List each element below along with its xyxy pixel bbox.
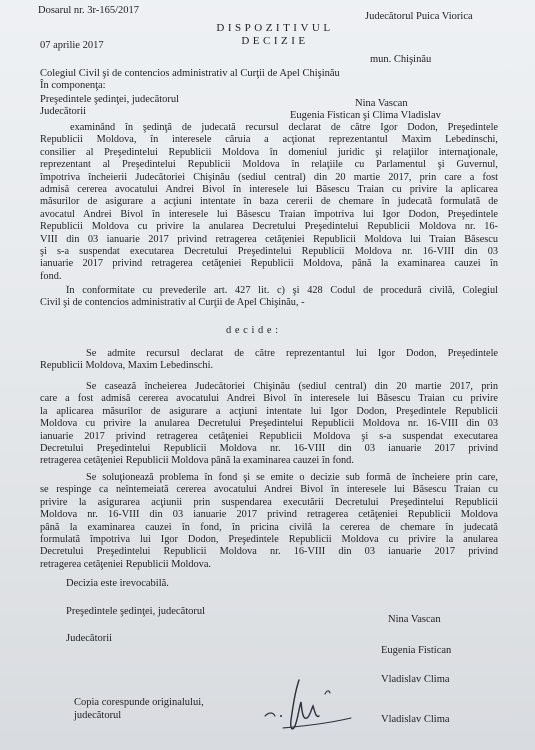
signature-judge1-name: Eugenia Fistican (381, 645, 452, 656)
decision-paragraph-3 (40, 472, 498, 571)
signature-president-name: Nina Vascan (388, 614, 441, 625)
text-line: măsurilor de asigurare a acţiuni intentate în baza cererii de chemare în judecată formulată de (40, 196, 498, 208)
decide-label: d e c i d e : (226, 325, 279, 336)
document-date: 07 aprilie 2017 (40, 40, 104, 51)
court-name: Colegiul Civil şi de contencios administrativ al Curţii de Apel Chişinău (40, 68, 340, 79)
president-role: Preşedintele şedinţei, judecătorul (40, 94, 180, 105)
signature-judges-label: Judecătorii (66, 633, 113, 644)
signature-president-label: Preşedintele şedinţei, judecătorul (66, 606, 206, 617)
text-line: care a fost admisă cererea avocatului Andrei Bivol în interesele lui Băsescu Traian cu privire (40, 393, 498, 405)
signature-judge2-name: Vladislav Clima (381, 674, 450, 685)
text-line: Republicii Moldova cu privire la anularea Decretului Preşedintelui Republicii Moldova nr. 16- (40, 221, 498, 233)
legal-basis-paragraph (40, 285, 498, 310)
copy-label-line2: judecătorul (74, 710, 122, 721)
document-subtitle: DECIZIE (241, 35, 309, 47)
judge-header: Judecătorul Puica Viorica (365, 11, 473, 22)
handwritten-signature-icon (255, 672, 365, 742)
copy-label-line1: Copia corespunde originalului, (74, 697, 204, 708)
text-line: se respinge ca neîntemeiată cererea avocatului Andrei Bivol în interesele lui Băsescu Traian cu (40, 484, 498, 496)
final-statement: Decizia este irevocabilă. (66, 578, 169, 589)
document-title: DISPOZITIVUL (216, 22, 334, 34)
composition-label: În componenţa: (40, 80, 106, 91)
text-line: retragerea cetăţeniei Republicii Moldova. (40, 558, 211, 570)
text-line: la aplicarea măsurilor de asigurare a acţiuni intentate lui Igor Dodon, Preşedintele Republicii (40, 405, 498, 417)
text-line: În conformitate cu prevederile art. 427 lit. c) şi 428 Codul de procedură civilă, Colegiul (66, 285, 498, 296)
text-line: privire la asigurarea acţiunii prin suspendarea executării Decretului Preşedintelui Republicii (40, 496, 498, 508)
text-line: Moldova nr. 16-VIII din 03 ianuarie 2017 privind retragerea cetăţeniei Republicii Moldova (40, 509, 498, 521)
text-line: admisă cererea avocatului Andrei Bivol în interesele lui Băsescu Traian cu privire la aplicarea (40, 184, 498, 196)
decision-paragraph-2 (40, 381, 498, 468)
text-line: împotriva încheierii Judecătoriei Chişinău (sediul central) din 20 martie 2017, prin care a fost (40, 171, 498, 183)
document-city: mun. Chişinău (370, 54, 432, 65)
copy-judge-name: Vladislav Clima (381, 714, 450, 725)
text-line: ianuarie 2017 privind retragerea cetăţeniei Republicii Moldova şi s-a suspendat executarea (40, 430, 498, 442)
text-line: Moldova cu privire la anularea Decretului Preşedintelui Republicii Moldova nr. 16-VIII din 03 (40, 418, 498, 430)
text-line: ianuarie 2017 privind retragerea cetăţeniei Republicii Moldova, până la examinarea cauzei în (40, 258, 498, 270)
text-line: consilier al Preşedintelui Republicii Moldova în domeniul juridic şi relaţiilor internaţionale, (40, 146, 498, 158)
president-name: Nina Vascan (355, 98, 408, 109)
text-line: Civil şi de contencios administrativ al Curţii de Apel Chişinău, - (40, 297, 305, 309)
decision-paragraph-1 (40, 348, 498, 373)
intro-paragraph (40, 122, 498, 283)
text-line: până la examinarea cauzei în fond, în pricina civilă la cererea de chemare în judecată (40, 521, 498, 533)
judges-role: Judecătorii (40, 106, 87, 117)
text-line: formulată împotriva lui Igor Dodon, Preşedintele Republicii Moldova cu privire la anularea (40, 534, 498, 546)
text-line: Se casează încheierea Judecătoriei Chişinău (sediul central) din 20 martie 2017, prin (86, 381, 498, 392)
text-line: şi s-a suspendat executarea Decretului Preşedintelui Republicii Moldova nr. 16-VIII din 03 (40, 246, 498, 258)
text-line: examinând în şedinţă de judecată recursul declarat de către Igor Dodon, Preşedintele (70, 122, 498, 133)
text-line: Republicii Moldova, Maxim Lebedinschi. (40, 360, 214, 372)
text-line: reprezentant al Preşedintelui Republicii Moldova în relaţiile cu Parlamentul şi Guvernul, (40, 159, 498, 171)
case-number: Dosarul nr. 3r-165/2017 (38, 5, 139, 16)
text-line: VIII din 03 ianuarie 2017 privind retragerea cetăţeniei Republicii Moldova lui Traian Băsescu (40, 233, 498, 245)
text-line: Republicii Moldova, în interesele căruia a acţionat reprezentantul Maxim Lebedinschi, (40, 134, 498, 146)
text-line: Se admite recursul declarat de către reprezentantul lui Igor Dodon, Preşedintele (86, 348, 498, 359)
text-line: avocatul Andrei Bivol în interesele lui Băsescu Traian împotriva lui Igor Dodon, Preşedintele (40, 208, 498, 220)
judges-names: Eugenia Fistican şi Clima Vladislav (290, 110, 441, 121)
text-line: Se soluţionează problema în fond şi se emite o decizie sub formă de încheiere prin care, (86, 472, 498, 483)
text-line: retragerea cetăţeniei Republicii Moldova până la examinarea cauzei în fond. (40, 455, 354, 467)
text-line: fond. (40, 270, 62, 282)
text-line: Decretului Preşedintelui Republicii Moldova nr. 16-VIII din 03 ianuarie 2017 privind (40, 546, 498, 558)
text-line: Decretului Preşedintelui Republicii Moldova nr. 16-VIII din 03 ianuarie 2017 privind (40, 443, 498, 455)
